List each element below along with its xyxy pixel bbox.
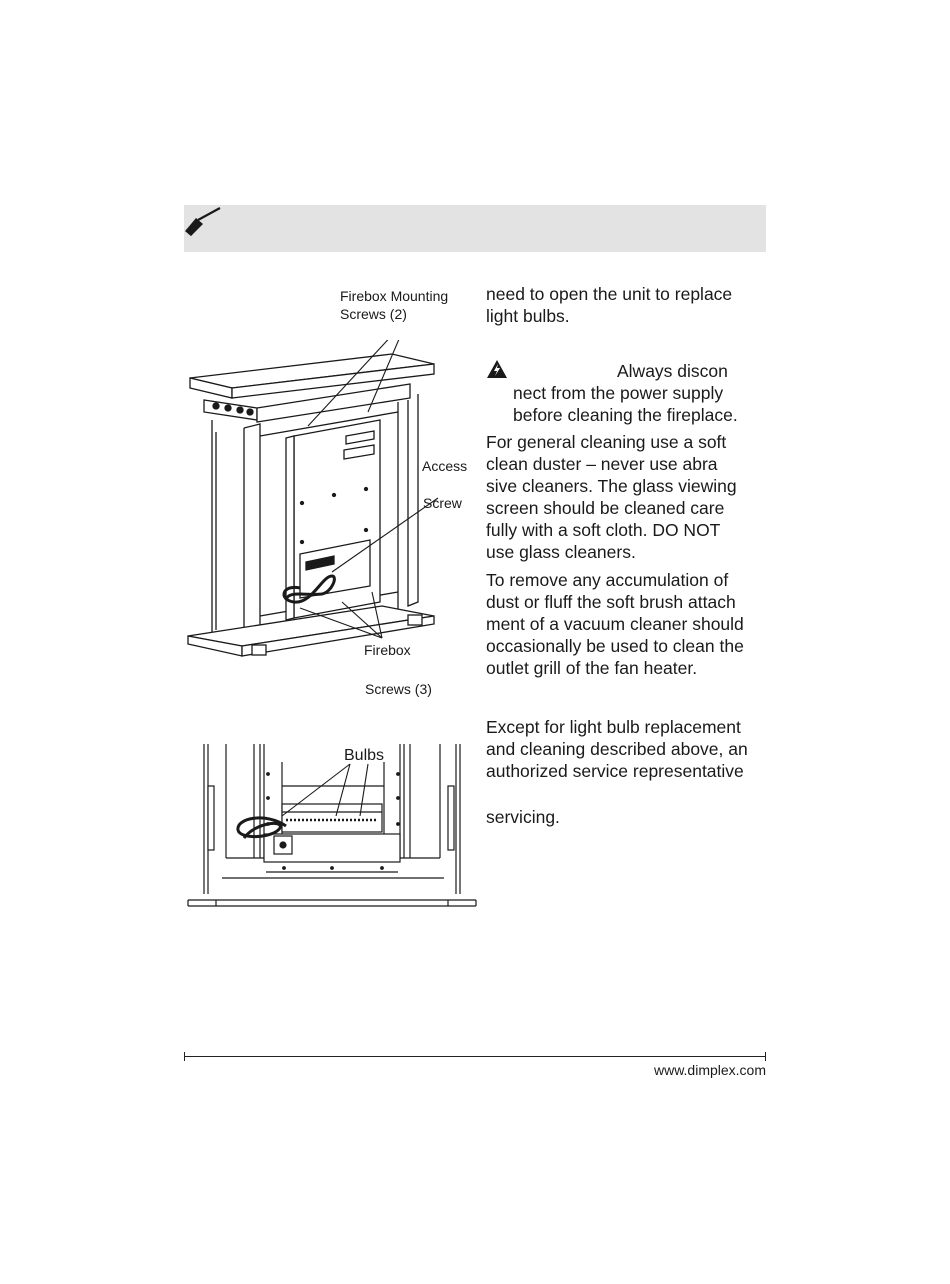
service-line-3: authorized service representative (486, 761, 744, 781)
label-firebox: Firebox (364, 642, 411, 658)
cleaning-line-4: screen should be cleaned care (486, 498, 725, 518)
intro-line-2: light bulbs. (486, 306, 570, 326)
warning-line-1: Always discon (617, 361, 728, 381)
label-screws-2: Screws (2) (340, 306, 407, 322)
footer-rule (184, 1056, 766, 1057)
warning-icon (486, 359, 508, 379)
footer-rule-tick-left (184, 1052, 185, 1061)
dust-line-5: outlet grill of the fan heater. (486, 658, 698, 678)
dust-line-3: ment of a vacuum cleaner should (486, 614, 744, 634)
label-bulbs: Bulbs (344, 747, 385, 764)
service-line-2: and cleaning described above, an (486, 739, 748, 759)
cleaning-line-3: sive cleaners. The glass viewing (486, 476, 737, 496)
label-access: Access (422, 458, 468, 474)
servicing-line: servicing. (486, 807, 560, 827)
cleaning-line-5: fully with a soft cloth. DO NOT (486, 520, 721, 540)
screwdriver-icon (184, 206, 224, 236)
cleaning-line-2: clean duster – never use abra (486, 454, 718, 474)
section-header-band (184, 205, 766, 252)
bulbs-diagram (186, 742, 478, 910)
footer-rule-tick-right (765, 1052, 766, 1061)
cleaning-line-6: use glass cleaners. (486, 542, 636, 562)
label-firebox-mounting: Firebox Mounting (340, 288, 449, 304)
label-screw: Screw (423, 495, 462, 511)
cleaning-line-1: For general cleaning use a soft (486, 432, 727, 452)
intro-line-1: need to open the unit to replace (486, 284, 733, 304)
dust-line-4: occasionally be used to clean the (486, 636, 744, 656)
warning-line-2: nect from the power supply (513, 383, 724, 403)
warning-line-3: before cleaning the fireplace. (513, 405, 738, 425)
dust-line-2: dust or fluff the soft brush attach (486, 592, 736, 612)
footer-url[interactable]: www.dimplex.com (653, 1062, 766, 1078)
dust-line-1: To remove any accumulation of (486, 570, 729, 590)
label-screws-3: Screws (3) (365, 681, 432, 697)
service-line-1: Except for light bulb replacement (486, 717, 741, 737)
fireplace-firebox-diagram (182, 340, 442, 670)
